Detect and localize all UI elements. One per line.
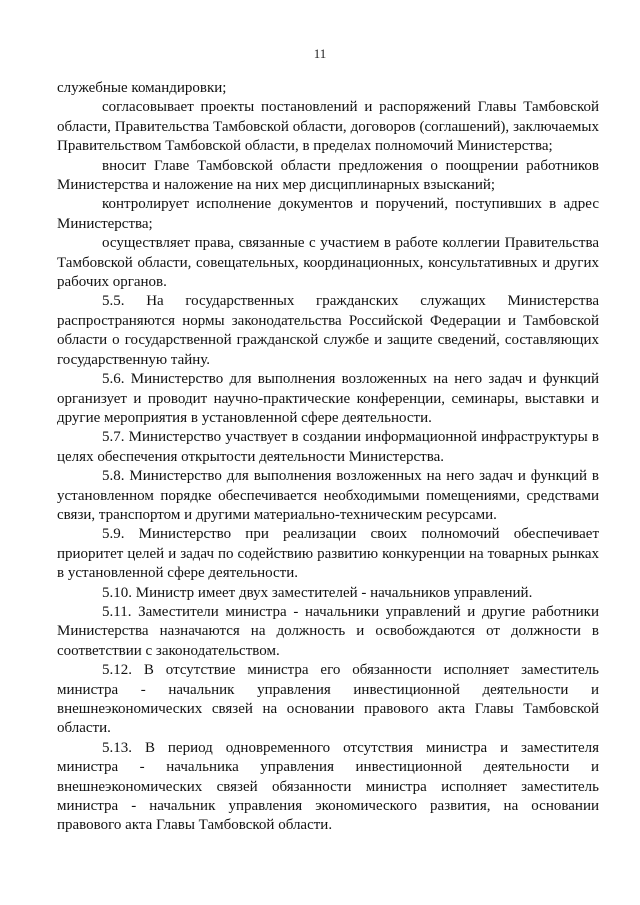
paragraph: вносит Главе Тамбовской области предложения о поощрении работников Министерства и наложение на них мер дисциплинарных взысканий;: [57, 157, 599, 194]
paragraph: 5.6. Министерство для выполнения возложенных на него задач и функций организует и проводит научно-практические конференции, семинары, выставки и другие мероприятия в установленной сфере деятельности.: [57, 371, 599, 426]
paragraph: 5.11. Заместители министра - начальники управлений и другие работники Министерства назначаются на должность и освобождаются от должности в соответствии с законодательством.: [57, 603, 599, 659]
paragraph: служебные командировки;: [57, 80, 227, 96]
page-number: 11: [313, 46, 327, 61]
paragraph: 5.12. В отсутствие министра его обязанности исполняет заместитель министра - начальник управления инвестиционной деятельности и внешнеэкономических связей на основании правового акта Главы Тамбовской области.: [57, 662, 599, 737]
document-body: [57, 79, 599, 836]
paragraph: 5.5. На государственных гражданских служащих Министерства распространяются нормы законодательства Российской Федерации и Тамбовской области о государственной гражданской службе и защите сведений, составляющих государственную тайну.: [57, 293, 599, 368]
paragraph: 5.8. Министерство для выполнения возложенных на него задач и функций в установленном порядке обеспечивается необходимыми помещениями, средствами связи, транспортом и другими материально-техническим ресурсами.: [57, 468, 599, 523]
paragraph: 5.10. Министр имеет двух заместителей - начальников управлений.: [102, 584, 533, 601]
paragraph: 5.13. В период одновременного отсутствия министра и заместителя министра - начальника управления инвестиционной деятельности и внешнеэкономических связей обязанности министра исполняет заместитель министра - начальник управления экономического развития, на основании правового акта Главы Тамбовской области.: [57, 739, 599, 834]
paragraph: согласовывает проекты постановлений и распоряжений Главы Тамбовской области, Правительства Тамбовской области, договоров (соглашений), заключаемых Правительством Тамбовской области, в пределах полномочий Министерства;: [57, 99, 599, 155]
paragraph: контролирует исполнение документов и поручений, поступивших в адрес Министерства;: [57, 196, 599, 232]
paragraph: осуществляет права, связанные с участием в работе коллегии Правительства Тамбовской области, совещательных, координационных, консультативных и других рабочих органов.: [57, 235, 599, 291]
paragraph: 5.9. Министерство при реализации своих полномочий обеспечивает приоритет целей и задач по содействию развитию конкуренции на товарных рынках в установленной сфере деятельности.: [57, 526, 599, 582]
paragraph: 5.7. Министерство участвует в создании информационной инфраструктуры в целях обеспечения открытости деятельности Министерства.: [57, 429, 599, 465]
